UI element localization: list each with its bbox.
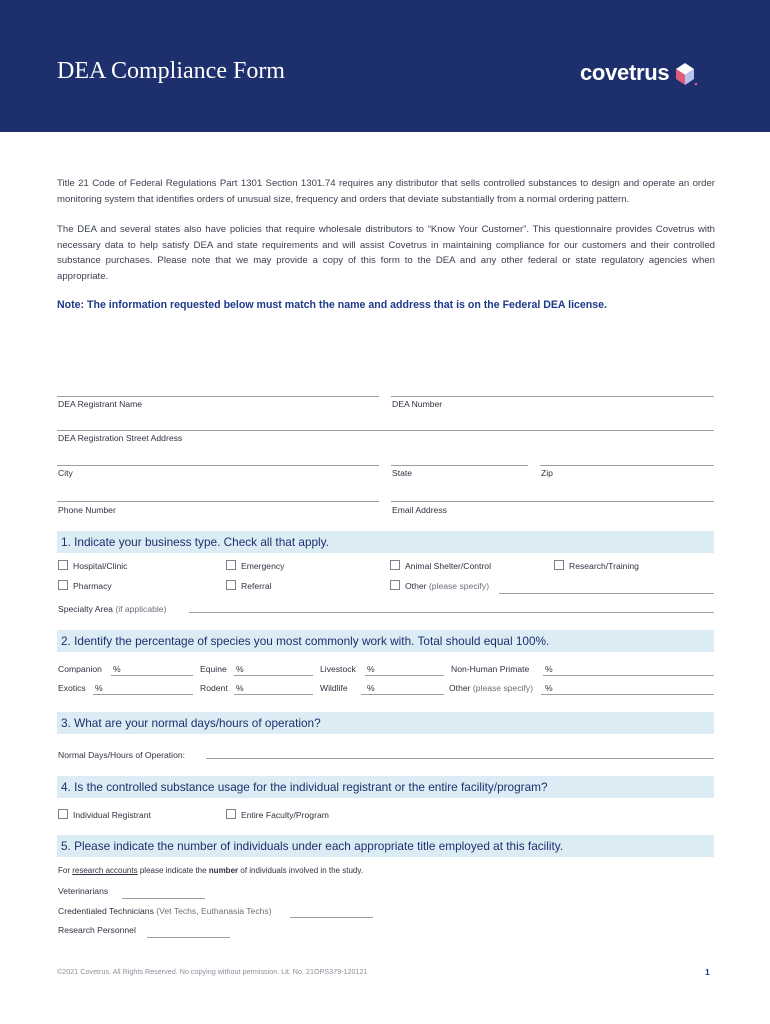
section-1-header [57, 531, 714, 553]
livestock-percent: % [367, 664, 375, 674]
referral-checkbox[interactable] [226, 580, 236, 590]
entire-facility-checkbox[interactable] [226, 809, 236, 819]
non-human-primate-percent: % [545, 664, 553, 674]
equine-percent: % [236, 664, 244, 674]
non-human-primate-field[interactable] [543, 675, 714, 676]
other-business-label [405, 581, 489, 591]
individual-registrant-label: Individual Registrant [73, 810, 151, 820]
logo-wordmark: covetrus [580, 60, 670, 85]
note-suffix: of individuals involved in the study. [240, 866, 363, 875]
section-5-header [57, 835, 714, 857]
hospital-clinic-checkbox[interactable] [58, 560, 68, 570]
zip-label: Zip [541, 468, 553, 478]
technicians-text: Credentialed Technicians [58, 906, 154, 916]
dea-number-label: DEA Number [392, 399, 443, 409]
specialty-area-hint: (if applicable) [115, 604, 167, 614]
animal-shelter-checkbox[interactable] [390, 560, 400, 570]
companion-percent: % [113, 664, 121, 674]
animal-shelter-label: Animal Shelter/Control [405, 561, 491, 571]
exotics-field[interactable] [93, 694, 193, 695]
wildlife-field[interactable] [361, 694, 444, 695]
companion-label: Companion [58, 664, 102, 674]
research-accounts-note [58, 866, 363, 875]
page-title: DEA Compliance Form [57, 58, 285, 84]
section-3-header [57, 712, 714, 734]
other-species-percent: % [545, 683, 553, 693]
street-address-field[interactable] [57, 430, 714, 431]
footer-copyright: ©2021 Covetrus. All Rights Reserved. No copying without permission. Lit. No. 21OPS379-120121 [57, 967, 368, 976]
other-business-field[interactable] [499, 593, 714, 594]
rodent-label: Rodent [200, 683, 228, 693]
non-human-primate-label: Non-Human Primate [451, 664, 530, 674]
intro-paragraph-1: Title 21 Code of Federal Regulations Part 1301 Section 1301.74 requires any distributor that sells controlled substances to design and operate an order monitoring system that identifies orders of unusual size, frequency and orders that deviate substantially from a normal ordering pattern. [57, 178, 715, 205]
state-label: State [392, 468, 413, 478]
entire-facility-label: Entire Faculty/Program [241, 810, 329, 820]
covetrus-logo [580, 58, 698, 88]
section-5-title: 5. Please indicate the number of individuals under each appropriate title employed at this facility. [61, 839, 564, 853]
veterinarians-label: Veterinarians [58, 886, 109, 896]
emergency-checkbox[interactable] [226, 560, 236, 570]
rodent-field[interactable] [234, 694, 313, 695]
email-field[interactable] [391, 501, 714, 502]
registrant-name-label: DEA Registrant Name [58, 399, 143, 409]
rodent-percent: % [236, 683, 244, 693]
research-training-checkbox[interactable] [554, 560, 564, 570]
technicians-hint: (Vet Techs, Euthanasia Techs) [156, 906, 272, 916]
section-1-title: 1. Indicate your business type. Check all that apply. [61, 535, 329, 549]
city-label: City [58, 468, 73, 478]
companion-field[interactable] [111, 675, 193, 676]
section-3-title: 3. What are your normal days/hours of operation? [61, 716, 321, 730]
technicians-label [58, 906, 272, 916]
license-note: Note: The information requested below must match the name and address that is on the Federal DEA license. [57, 299, 608, 311]
phone-field[interactable] [57, 501, 379, 502]
livestock-field[interactable] [365, 675, 444, 676]
section-2-header [57, 630, 714, 652]
header-banner [0, 0, 770, 132]
page-number: 1 [705, 967, 710, 977]
pharmacy-checkbox[interactable] [58, 580, 68, 590]
wildlife-label: Wildlife [320, 683, 348, 693]
email-label: Email Address [392, 505, 447, 515]
specialty-area-text: Specialty Area [58, 604, 113, 614]
other-species-label [449, 683, 533, 693]
specialty-area-label [58, 604, 166, 614]
research-personnel-field[interactable] [147, 937, 230, 938]
research-accounts-link[interactable]: research accounts [72, 866, 138, 875]
intro-paragraph-2: The DEA and several states also have policies that require wholesale distributors to “Know Your Customer”. This questionnaire provides Covetrus with necessary data to help satisfy DEA and state requirements and will assist Covetrus in maintaining compliance for our customers and their controlled substance purchases. Please note that we may provide a copy of this form to the DEA and any other federal or state regulatory agencies when appropriate. [57, 224, 715, 282]
phone-label: Phone Number [58, 505, 116, 515]
street-address-label: DEA Registration Street Address [58, 433, 183, 443]
registrant-name-field[interactable] [57, 396, 379, 397]
zip-field[interactable] [540, 465, 714, 466]
hospital-clinic-label: Hospital/Clinic [73, 561, 128, 571]
other-business-text: Other [405, 581, 427, 591]
logo-mark-icon [672, 59, 698, 87]
other-species-hint: (please specify) [472, 683, 534, 693]
equine-label: Equine [200, 664, 227, 674]
individual-registrant-checkbox[interactable] [58, 809, 68, 819]
exotics-percent: % [95, 683, 103, 693]
other-species-field[interactable] [541, 694, 714, 695]
veterinarians-field[interactable] [122, 898, 205, 899]
referral-label: Referral [241, 581, 272, 591]
note-middle: please indicate the [139, 866, 207, 875]
research-personnel-label: Research Personnel [58, 925, 136, 935]
equine-field[interactable] [234, 675, 313, 676]
exotics-label: Exotics [58, 683, 86, 693]
section-4-title: 4. Is the controlled substance usage for the individual registrant or the entire facility/program? [61, 780, 548, 794]
research-training-label: Research/Training [569, 561, 639, 571]
livestock-label: Livestock [320, 664, 356, 674]
emergency-label: Emergency [241, 561, 285, 571]
city-field[interactable] [57, 465, 379, 466]
pharmacy-label: Pharmacy [73, 581, 112, 591]
state-field[interactable] [391, 465, 528, 466]
section-4-header [57, 776, 714, 798]
hours-of-operation-field[interactable] [206, 758, 714, 759]
technicians-field[interactable] [290, 917, 373, 918]
other-business-checkbox[interactable] [390, 580, 400, 590]
dea-number-field[interactable] [391, 396, 714, 397]
wildlife-percent: % [367, 683, 375, 693]
section-2-title: 2. Identify the percentage of species you most commonly work with. Total should equal 100%. [61, 634, 550, 648]
note-bold: number [208, 866, 239, 875]
hours-of-operation-label: Normal Days/Hours of Operation: [58, 750, 186, 760]
note-prefix: For [58, 866, 70, 875]
other-business-hint: (please specify) [428, 581, 490, 591]
specialty-area-field[interactable] [189, 612, 714, 613]
other-species-text: Other [449, 683, 471, 693]
